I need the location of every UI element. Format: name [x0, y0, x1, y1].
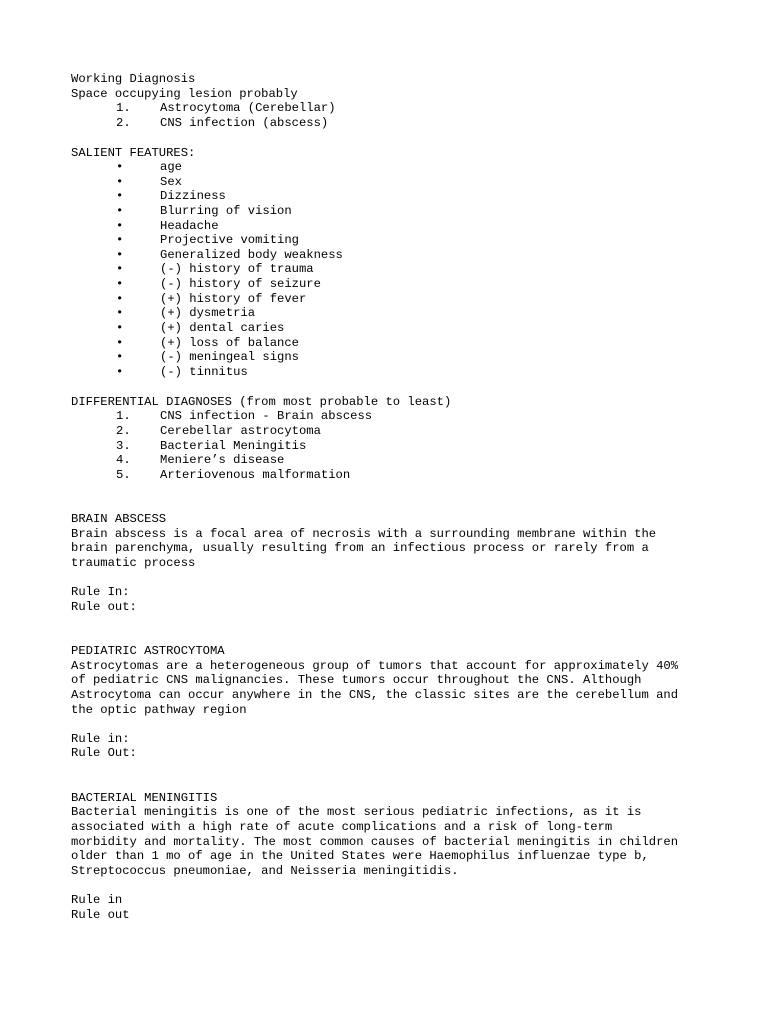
list-item: CNS infection - Brain abscess — [160, 409, 373, 423]
list-item: (-) history of seizure — [160, 277, 321, 291]
bullet-icon: • — [116, 189, 124, 203]
differential-heading: DIFFERENTIAL DIAGNOSES (from most probable to least) — [71, 395, 452, 409]
list-number: 3. — [116, 439, 131, 453]
bullet-icon: • — [116, 306, 124, 320]
paragraph-line: morbidity and mortality. The most common causes of bacterial meningitis in children — [71, 835, 679, 849]
list-number: 1. — [116, 101, 131, 115]
paragraph-line: Astrocytoma can occur anywhere in the CNS, the classic sites are the cerebellum and — [71, 688, 679, 702]
list-item: Generalized body weakness — [160, 248, 343, 262]
bullet-icon: • — [116, 233, 124, 247]
bullet-icon: • — [116, 248, 124, 262]
rule-out-label: Rule out — [71, 908, 130, 922]
bullet-icon: • — [116, 160, 124, 174]
paragraph-line: traumatic process — [71, 556, 196, 570]
list-number: 1. — [116, 409, 131, 423]
list-item: Astrocytoma (Cerebellar) — [160, 101, 336, 115]
rule-in-label: Rule in: — [71, 732, 130, 746]
list-item: Cerebellar astrocytoma — [160, 424, 321, 438]
list-item: Projective vomiting — [160, 233, 299, 247]
list-item: Headache — [160, 219, 219, 233]
working-diagnosis-heading: Working Diagnosis — [71, 72, 196, 86]
bullet-icon: • — [116, 204, 124, 218]
bullet-icon: • — [116, 292, 124, 306]
list-number: 2. — [116, 424, 131, 438]
paragraph-line: Bacterial meningitis is one of the most serious pediatric infections, as it is — [71, 805, 642, 819]
bullet-icon: • — [116, 350, 124, 364]
list-item: (+) history of fever — [160, 292, 307, 306]
paragraph-line: the optic pathway region — [71, 703, 247, 717]
list-item: (+) dysmetria — [160, 306, 256, 320]
list-number: 2. — [116, 116, 131, 130]
list-item: CNS infection (abscess) — [160, 116, 329, 130]
bullet-icon: • — [116, 262, 124, 276]
rule-in-label: Rule In: — [71, 585, 130, 599]
astrocytoma-heading: PEDIATRIC ASTROCYTOMA — [71, 644, 225, 658]
salient-features-heading: SALIENT FEATURES: — [71, 146, 196, 160]
paragraph-line: older than 1 mo of age in the United States were Haemophilus influenzae type b, — [71, 849, 649, 863]
paragraph-line: brain parenchyma, usually resulting from an infectious process or rarely from a — [71, 541, 649, 555]
list-item: (-) history of trauma — [160, 262, 314, 276]
meningitis-heading: BACTERIAL MENINGITIS — [71, 791, 218, 805]
bullet-icon: • — [116, 336, 124, 350]
list-item: Dizziness — [160, 189, 226, 203]
bullet-icon: • — [116, 277, 124, 291]
list-item: Blurring of vision — [160, 204, 292, 218]
list-item: (-) tinnitus — [160, 365, 248, 379]
paragraph-line: Astrocytomas are a heterogeneous group of tumors that account for approximately 40% — [71, 659, 679, 673]
list-number: 5. — [116, 468, 131, 482]
rule-out-label: Rule Out: — [71, 746, 137, 760]
paragraph-line: associated with a high rate of acute complications and a risk of long-term — [71, 820, 613, 834]
list-item: Arteriovenous malformation — [160, 468, 351, 482]
bullet-icon: • — [116, 219, 124, 233]
list-item: Meniere’s disease — [160, 453, 285, 467]
paragraph-line: Streptococcus pneumoniae, and Neisseria meningitidis. — [71, 864, 459, 878]
list-item: (-) meningeal signs — [160, 350, 299, 364]
list-item: age — [160, 160, 182, 174]
list-item: Bacterial Meningitis — [160, 439, 307, 453]
list-item: Sex — [160, 175, 182, 189]
rule-in-label: Rule in — [71, 893, 123, 907]
bullet-icon: • — [116, 365, 124, 379]
brain-abscess-heading: BRAIN ABSCESS — [71, 512, 167, 526]
working-diagnosis-intro: Space occupying lesion probably — [71, 87, 298, 101]
bullet-icon: • — [116, 175, 124, 189]
bullet-icon: • — [116, 321, 124, 335]
paragraph-line: of pediatric CNS malignancies. These tumors occur throughout the CNS. Although — [71, 673, 642, 687]
list-number: 4. — [116, 453, 131, 467]
paragraph-line: Brain abscess is a focal area of necrosis with a surrounding membrane within the — [71, 527, 657, 541]
list-item: (+) loss of balance — [160, 336, 299, 350]
list-item: (+) dental caries — [160, 321, 285, 335]
rule-out-label: Rule out: — [71, 600, 137, 614]
